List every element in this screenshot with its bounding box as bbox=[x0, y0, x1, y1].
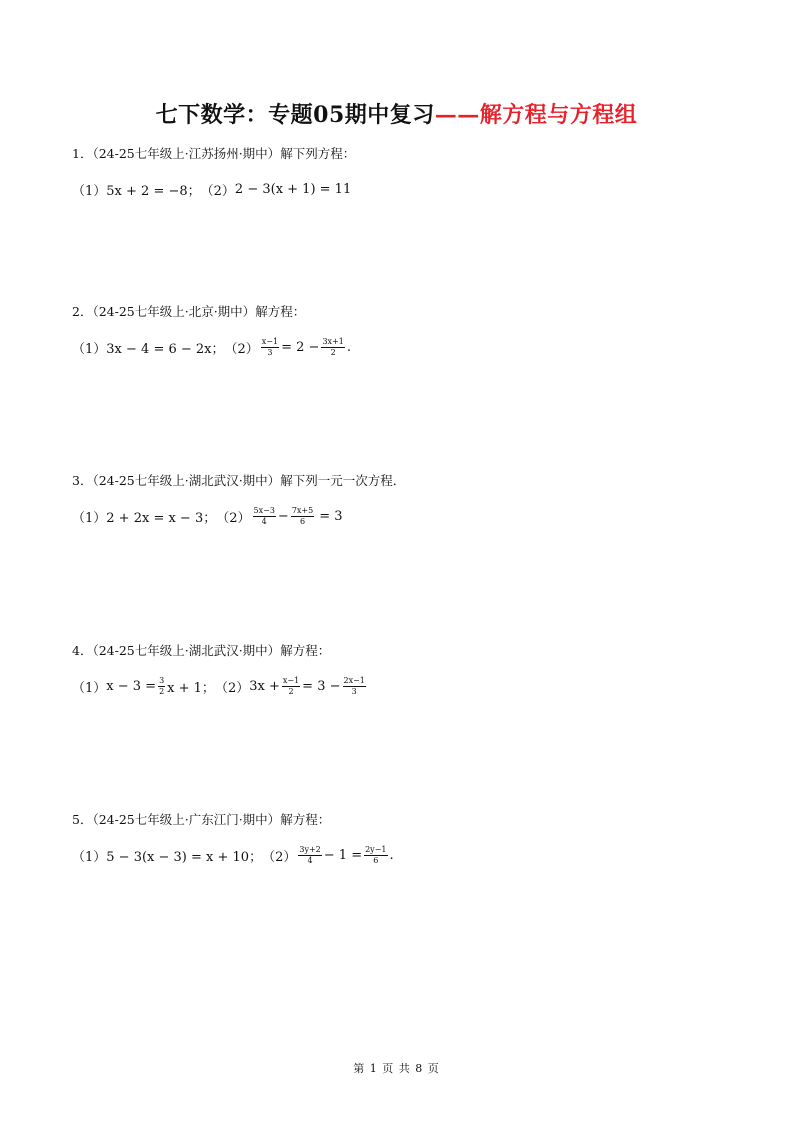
part-1-label: （1） bbox=[72, 849, 107, 865]
fraction-numerator: 2x−1 bbox=[343, 676, 365, 685]
fraction-denominator: 6 bbox=[299, 517, 306, 526]
problem-instruction: 解方程： bbox=[280, 643, 331, 658]
equation-line bbox=[72, 176, 732, 202]
question-line bbox=[72, 145, 732, 163]
part-2-label: （2） bbox=[216, 510, 251, 526]
fraction bbox=[343, 676, 366, 696]
fraction-numerator: 2y−1 bbox=[365, 845, 387, 854]
problem-instruction: 解下列方程： bbox=[280, 146, 356, 161]
fraction bbox=[282, 676, 300, 696]
part-1-label: （1） bbox=[72, 510, 107, 526]
equation-line bbox=[72, 842, 732, 868]
part-1-label: （1） bbox=[72, 183, 107, 199]
equation-line bbox=[72, 334, 732, 360]
problem-4 bbox=[72, 642, 732, 699]
equation-1-right: x + 1； bbox=[167, 680, 215, 696]
page-title bbox=[0, 98, 793, 129]
part-2-label: （2） bbox=[200, 183, 235, 199]
title-main: 七下数学：专题05期中复习 bbox=[155, 102, 435, 128]
part-2-label: （2） bbox=[224, 341, 259, 357]
fraction-numerator: 3x+1 bbox=[322, 337, 344, 346]
problem-source: （24-25七年级上·湖北武汉·期中） bbox=[92, 473, 281, 488]
problem-3 bbox=[72, 472, 732, 529]
fraction-numerator: 5x−3 bbox=[253, 506, 275, 515]
problem-5 bbox=[72, 811, 732, 868]
page-footer: 第 1 页 共 8 页 bbox=[353, 1062, 440, 1075]
problem-number: 5． bbox=[72, 812, 93, 827]
fraction-denominator: 2 bbox=[330, 348, 336, 357]
equation-line bbox=[72, 503, 732, 529]
problem-number: 1． bbox=[72, 146, 93, 161]
problem-source: （24-25七年级上·北京·期中） bbox=[92, 304, 256, 319]
problem-number: 2． bbox=[72, 304, 93, 319]
problem-instruction: 解方程： bbox=[255, 304, 306, 319]
question-line bbox=[72, 811, 732, 829]
equation-middle: = 3 − bbox=[302, 678, 341, 694]
equation-1-left: x − 3 = bbox=[106, 678, 157, 694]
problem-2 bbox=[72, 303, 732, 360]
equation-2-left: 3x + bbox=[249, 678, 280, 694]
part-1-label: （1） bbox=[72, 341, 107, 357]
equation-line bbox=[72, 673, 732, 699]
fraction-denominator: 4 bbox=[261, 517, 267, 526]
fraction bbox=[291, 506, 314, 526]
equation-end: = 3 bbox=[319, 508, 343, 524]
fraction-denominator: 6 bbox=[373, 856, 379, 865]
fraction-denominator: 4 bbox=[307, 856, 313, 865]
fraction-numerator: x−1 bbox=[282, 676, 300, 685]
fraction-denominator: 2 bbox=[159, 687, 165, 696]
part-2-label: （2） bbox=[214, 680, 250, 696]
equation-1: 2 + 2x = x − 3； bbox=[106, 510, 217, 526]
problem-source: （24-25七年级上·广东江门·期中） bbox=[92, 812, 281, 827]
equation-1: 5x + 2 = −8； bbox=[106, 183, 201, 199]
equation-end: . bbox=[389, 847, 394, 863]
fraction-numerator: 3y+2 bbox=[299, 845, 321, 854]
problem-1 bbox=[72, 145, 732, 202]
problem-source: （24-25七年级上·江苏扬州·期中） bbox=[92, 146, 281, 161]
problem-instruction: 解方程： bbox=[280, 812, 331, 827]
fraction-numerator: 3 bbox=[159, 676, 165, 685]
question-line bbox=[72, 472, 732, 490]
fraction bbox=[158, 676, 165, 696]
part-2-label: （2） bbox=[262, 849, 297, 865]
fraction-denominator: 3 bbox=[351, 687, 357, 696]
problem-number: 3． bbox=[72, 473, 93, 488]
fraction bbox=[253, 506, 276, 526]
fraction bbox=[298, 845, 321, 865]
title-highlight: ——解方程与方程组 bbox=[434, 102, 638, 128]
problem-number: 4． bbox=[72, 643, 93, 658]
fraction-denominator: 2 bbox=[288, 687, 294, 696]
fraction bbox=[261, 337, 279, 357]
equation-2: 2 − 3(x + 1) = 11 bbox=[234, 181, 352, 197]
fraction bbox=[321, 337, 344, 357]
equation-end: . bbox=[346, 339, 351, 355]
problem-source: （24-25七年级上·湖北武汉·期中） bbox=[92, 643, 281, 658]
fraction-numerator: 7x+5 bbox=[291, 506, 314, 515]
equation-1: 3x − 4 = 6 − 2x； bbox=[106, 341, 225, 357]
part-1-label: （1） bbox=[72, 680, 107, 696]
equation-middle: − bbox=[277, 508, 289, 524]
fraction-numerator: x−1 bbox=[261, 337, 279, 346]
fraction-denominator: 3 bbox=[267, 348, 273, 357]
question-line bbox=[72, 303, 732, 321]
equation-middle: − 1 = bbox=[323, 847, 363, 863]
equation-1: 5 − 3(x − 3) = x + 10； bbox=[106, 849, 263, 865]
problem-instruction: 解下列一元一次方程． bbox=[280, 473, 406, 488]
fraction bbox=[364, 845, 387, 865]
question-line bbox=[72, 642, 732, 660]
equation-middle: = 2 − bbox=[281, 339, 320, 355]
